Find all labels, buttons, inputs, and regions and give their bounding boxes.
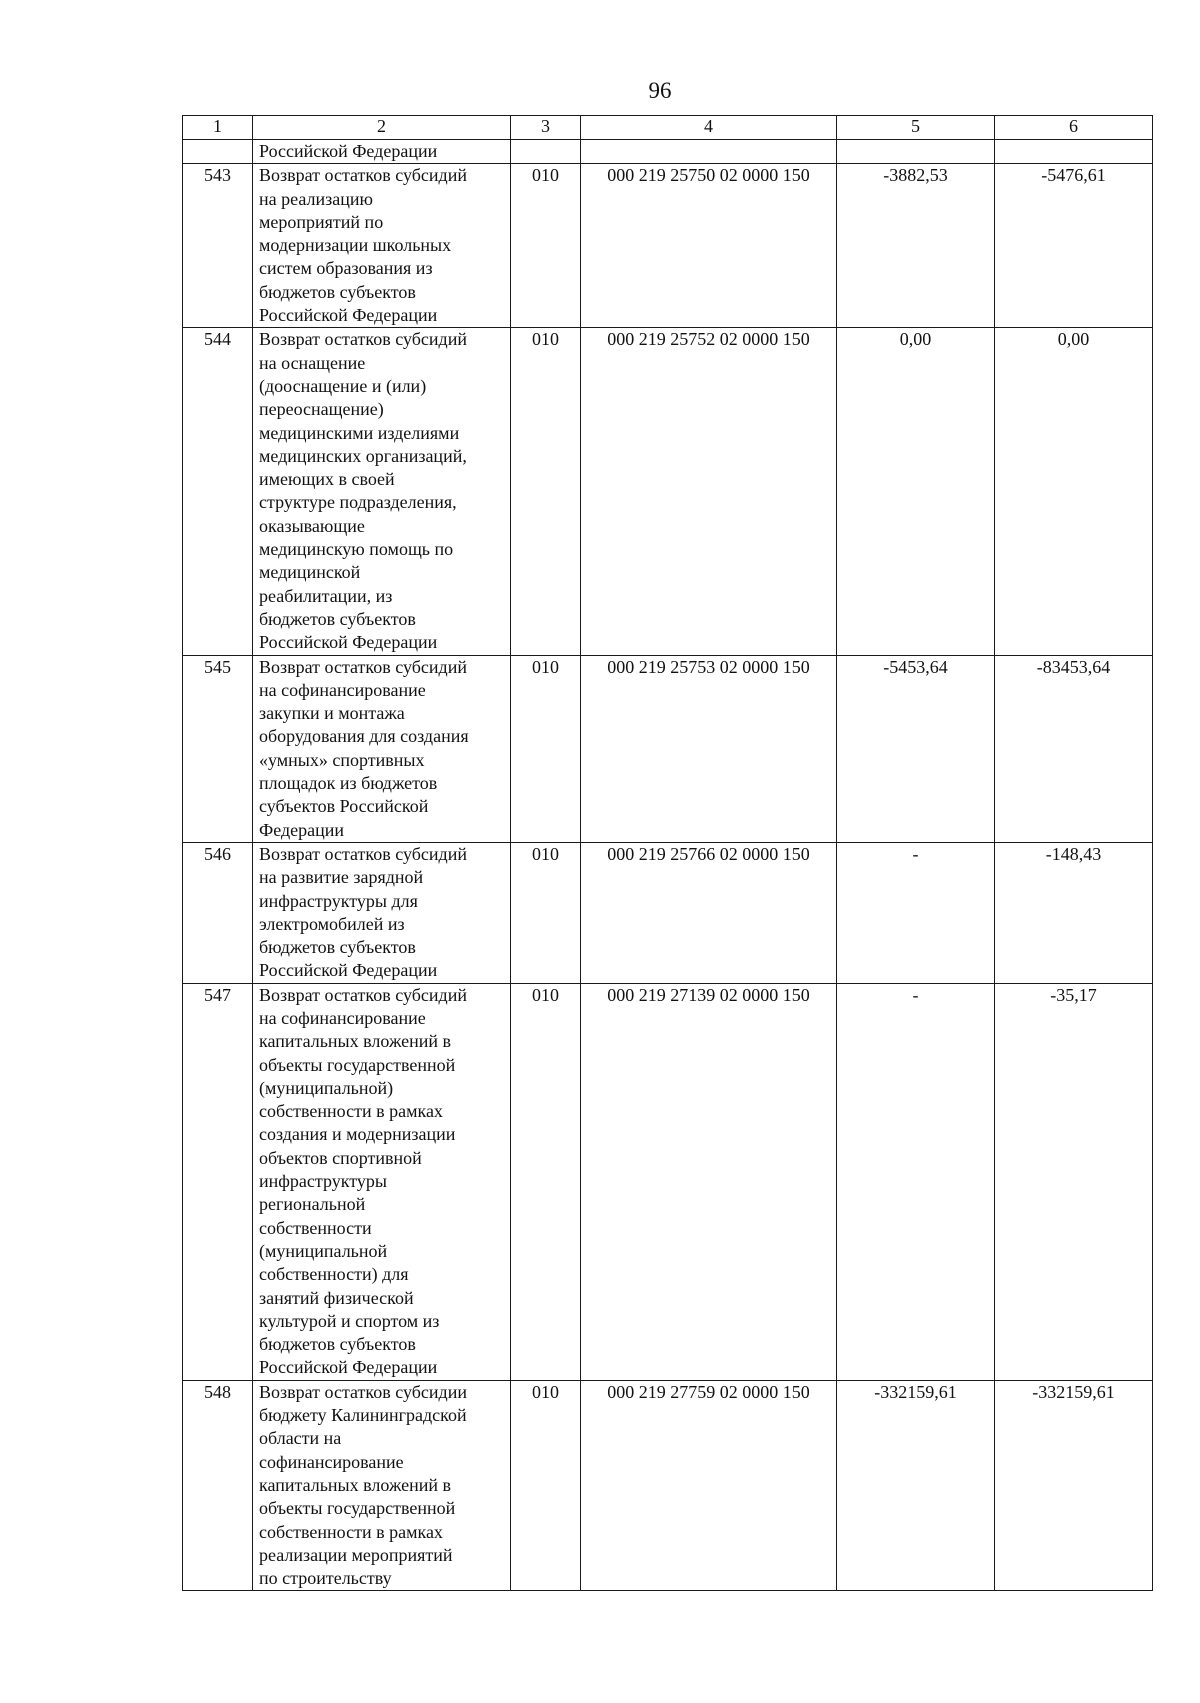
row-admin-code: 010 bbox=[511, 164, 581, 328]
row-value-6: -148,43 bbox=[995, 842, 1153, 983]
description-line: «умных» спортивных bbox=[259, 749, 425, 770]
description-line: собственности) для bbox=[259, 1264, 409, 1285]
row-budget-code: 000 219 25750 02 0000 150 bbox=[581, 164, 837, 328]
row-value-6: -35,17 bbox=[995, 983, 1153, 1380]
description-line: области на bbox=[259, 1428, 342, 1449]
description-line: собственности в рамках bbox=[259, 1101, 443, 1122]
row-value-6: -332159,61 bbox=[995, 1380, 1153, 1591]
row-number: 544 bbox=[183, 328, 253, 655]
description-line: объектов спортивной bbox=[259, 1147, 422, 1168]
row-description bbox=[253, 164, 511, 328]
description-line: Возврат остатков субсидии bbox=[259, 1381, 467, 1402]
column-header: 6 bbox=[995, 116, 1153, 140]
row-value-5 bbox=[837, 140, 995, 164]
description-line: оборудования для создания bbox=[259, 726, 469, 747]
table-row bbox=[183, 1380, 1153, 1591]
table-body bbox=[183, 140, 1153, 1591]
description-line: (муниципальной bbox=[259, 1240, 388, 1261]
description-line: оказывающие bbox=[259, 515, 365, 536]
row-budget-code: 000 219 25753 02 0000 150 bbox=[581, 655, 837, 842]
description-line: собственности bbox=[259, 1217, 372, 1238]
description-line: Российской Федерации bbox=[259, 1357, 438, 1378]
table-row bbox=[183, 328, 1153, 655]
description-line: капитальных вложений в bbox=[259, 1031, 452, 1052]
description-line: инфраструктуры bbox=[259, 1171, 387, 1192]
description-line: медицинских организаций, bbox=[259, 445, 467, 466]
row-number: 546 bbox=[183, 842, 253, 983]
row-description bbox=[253, 1380, 511, 1591]
description-line: структуре подразделения, bbox=[259, 492, 457, 513]
row-value-6: -5476,61 bbox=[995, 164, 1153, 328]
description-line: на развитие зарядной bbox=[259, 867, 424, 888]
description-line: Федерации bbox=[259, 819, 345, 840]
description-line: реализации мероприятий bbox=[259, 1544, 453, 1565]
row-description: Российской Федерации bbox=[253, 140, 511, 164]
row-admin-code: 010 bbox=[511, 328, 581, 655]
description-line: (муниципальной) bbox=[259, 1077, 394, 1098]
row-description bbox=[253, 655, 511, 842]
description-line: субъектов Российской bbox=[259, 796, 429, 817]
column-header: 3 bbox=[511, 116, 581, 140]
description-line: Возврат остатков субсидий bbox=[259, 656, 467, 677]
description-line: имеющих в своей bbox=[259, 469, 395, 490]
row-number: 548 bbox=[183, 1380, 253, 1591]
description-line: региональной bbox=[259, 1194, 366, 1215]
row-number bbox=[183, 140, 253, 164]
table-header bbox=[183, 116, 1153, 140]
description-line: реабилитации, из bbox=[259, 585, 393, 606]
row-value-5: - bbox=[837, 842, 995, 983]
page-number: 96 bbox=[648, 78, 672, 103]
column-header: 5 bbox=[837, 116, 995, 140]
table-row bbox=[183, 655, 1153, 842]
table-row bbox=[183, 164, 1153, 328]
description-line: на реализацию bbox=[259, 188, 373, 209]
description-line: Возврат остатков субсидий bbox=[259, 984, 467, 1005]
description-line: бюджетов субъектов bbox=[259, 608, 416, 629]
description-line: Возврат остатков субсидий bbox=[259, 165, 467, 186]
table-row bbox=[183, 983, 1153, 1380]
row-admin-code: 010 bbox=[511, 1380, 581, 1591]
column-header: 4 bbox=[581, 116, 837, 140]
budget-table bbox=[182, 115, 1153, 1591]
description-line: софинансирование bbox=[259, 1451, 404, 1472]
description-line: медицинскими изделиями bbox=[259, 422, 460, 443]
row-value-6: -83453,64 bbox=[995, 655, 1153, 842]
description-line: бюджетов субъектов bbox=[259, 281, 416, 302]
description-line: электромобилей из bbox=[259, 913, 405, 934]
description-line: на софинансирование bbox=[259, 1007, 426, 1028]
description-line: (дооснащение и (или) bbox=[259, 375, 427, 396]
description-line: закупки и монтажа bbox=[259, 703, 405, 724]
description-line: площадок из бюджетов bbox=[259, 773, 438, 794]
description-line: Возврат остатков субсидий bbox=[259, 843, 467, 864]
description-line: модернизации школьных bbox=[259, 235, 452, 256]
description-line: бюджетов субъектов bbox=[259, 937, 416, 958]
row-description bbox=[253, 842, 511, 983]
description-line: Возврат остатков субсидий bbox=[259, 329, 467, 350]
description-line: Российской Федерации bbox=[259, 960, 438, 981]
row-number: 545 bbox=[183, 655, 253, 842]
row-value-5: -5453,64 bbox=[837, 655, 995, 842]
description-line: мероприятий по bbox=[259, 211, 384, 232]
row-description bbox=[253, 328, 511, 655]
description-line: бюджетов субъектов bbox=[259, 1334, 416, 1355]
description-line: создания и модернизации bbox=[259, 1124, 456, 1145]
row-admin-code bbox=[511, 140, 581, 164]
row-budget-code: 000 219 25752 02 0000 150 bbox=[581, 328, 837, 655]
table-row bbox=[183, 842, 1153, 983]
description-line: инфраструктуры для bbox=[259, 890, 418, 911]
description-line: капитальных вложений в bbox=[259, 1474, 452, 1495]
description-line: объекты государственной bbox=[259, 1498, 456, 1519]
description-line: медицинскую помощь по bbox=[259, 539, 454, 560]
continuation-row bbox=[183, 140, 1153, 164]
row-admin-code: 010 bbox=[511, 842, 581, 983]
row-admin-code: 010 bbox=[511, 983, 581, 1380]
description-line: занятий физической bbox=[259, 1287, 414, 1308]
description-line: Российской Федерации bbox=[259, 305, 438, 326]
row-number: 547 bbox=[183, 983, 253, 1380]
row-admin-code: 010 bbox=[511, 655, 581, 842]
description-line: Российской Федерации bbox=[259, 632, 438, 653]
description-line: по строительству bbox=[259, 1568, 392, 1589]
row-value-6 bbox=[995, 140, 1153, 164]
row-value-5: - bbox=[837, 983, 995, 1380]
column-header: 1 bbox=[183, 116, 253, 140]
row-budget-code: 000 219 25766 02 0000 150 bbox=[581, 842, 837, 983]
description-line: культурой и спортом из bbox=[259, 1310, 440, 1331]
description-line: на софинансирование bbox=[259, 679, 426, 700]
row-value-5: 0,00 bbox=[837, 328, 995, 655]
description-line: систем образования из bbox=[259, 258, 433, 279]
row-number: 543 bbox=[183, 164, 253, 328]
row-value-5: -3882,53 bbox=[837, 164, 995, 328]
description-line: медицинской bbox=[259, 562, 361, 583]
description-line: переоснащение) bbox=[259, 399, 384, 420]
description-line: объекты государственной bbox=[259, 1054, 456, 1075]
description-line: собственности в рамках bbox=[259, 1521, 443, 1542]
row-value-5: -332159,61 bbox=[837, 1380, 995, 1591]
row-value-6: 0,00 bbox=[995, 328, 1153, 655]
row-budget-code: 000 219 27759 02 0000 150 bbox=[581, 1380, 837, 1591]
row-budget-code: 000 219 27139 02 0000 150 bbox=[581, 983, 837, 1380]
description-line: бюджету Калининградской bbox=[259, 1405, 467, 1426]
row-description bbox=[253, 983, 511, 1380]
column-header: 2 bbox=[253, 116, 511, 140]
description-line: на оснащение bbox=[259, 352, 366, 373]
header-row bbox=[183, 116, 1153, 140]
row-budget-code bbox=[581, 140, 837, 164]
